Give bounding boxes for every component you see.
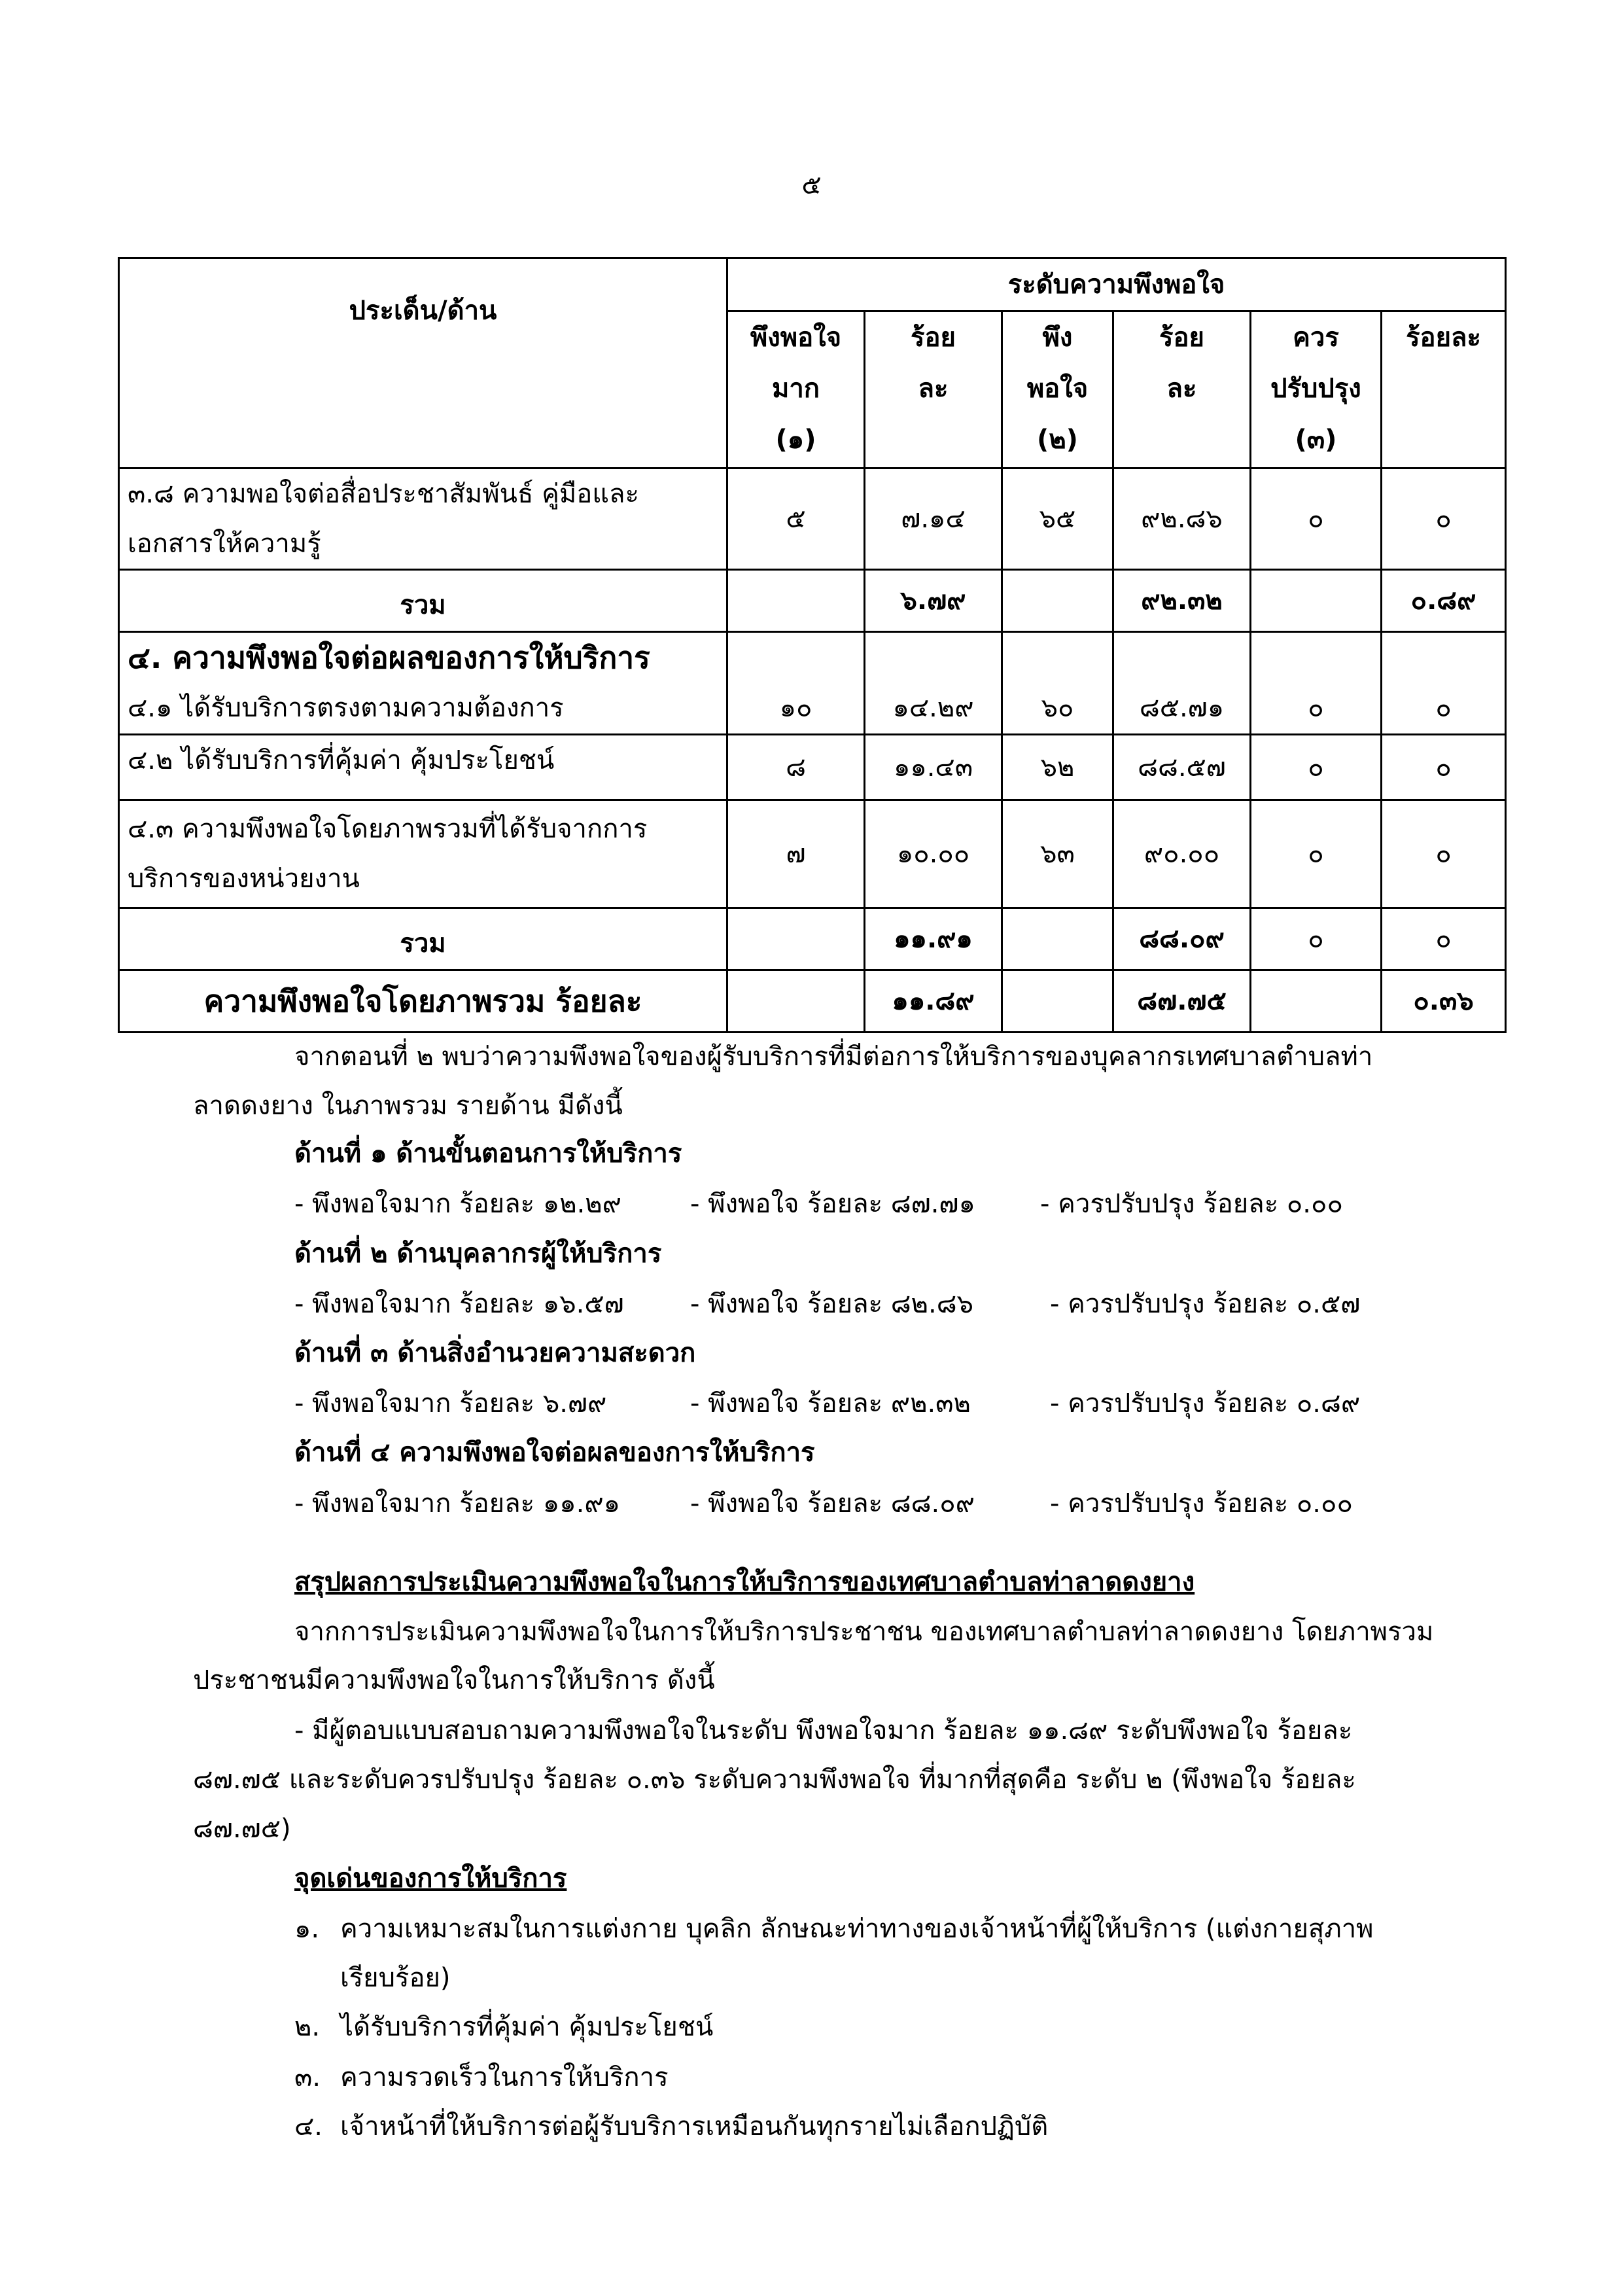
row-label: ๔.๒ ได้รับบริการที่คุ้มค่า คุ้มประโยชน์ [119, 735, 727, 800]
cell: ๖๒ [1002, 735, 1113, 800]
cell [1002, 970, 1113, 1033]
cell: ๖๕ [1002, 468, 1113, 570]
cell: ๑๑.๘๙ [865, 970, 1002, 1033]
overall-label: ความพึงพอใจโดยภาพรวม ร้อยละ [119, 970, 727, 1033]
summary-line-4: ๘๗.๗๕ และระดับควรปรับปรุง ร้อยละ ๐.๓๖ ระดับความพึงพอใจ ที่มากที่สุดคือ ระดับ ๒ (พึงพอใจ ร้อยละ [193, 1765, 1356, 1795]
summary-line-3: - มีผู้ตอบแบบสอบถามความพึงพอใจในระดับ พึงพอใจมาก ร้อยละ ๑๑.๘๙ ระดับพึงพอใจ ร้อยละ [294, 1716, 1353, 1746]
aspect-3-very-satisfied: - พึงพอใจมาก ร้อยละ ๖.๗๙ [294, 1388, 607, 1419]
highlight-text: ความรวดเร็วในการให้บริการ [340, 2062, 669, 2093]
cell: ๑๑.๙๑ [865, 908, 1002, 970]
cell [1002, 570, 1113, 632]
table-row [119, 468, 1506, 570]
aspect-1-satisfied: - พึงพอใจ ร้อยละ ๘๗.๗๑ [690, 1189, 975, 1219]
aspect-4-very-satisfied: - พึงพอใจมาก ร้อยละ ๑๑.๙๑ [294, 1489, 621, 1519]
highlight-text-cont: เรียบร้อย) [340, 1963, 451, 1993]
aspect-1-title: ด้านที่ ๑ ด้านขั้นตอนการให้บริการ [294, 1139, 682, 1169]
header-satisfied: พึง พอใจ (๒) [1002, 311, 1113, 468]
table-row [119, 682, 1506, 735]
highlights-heading: จุดเด่นของการให้บริการ [294, 1863, 567, 1894]
table-row [119, 735, 1506, 800]
highlight-number: ๒. [294, 2012, 321, 2042]
highlight-text: เจ้าหน้าที่ให้บริการต่อผู้รับบริการเหมือนกันทุกรายไม่เลือกปฏิบัติ [340, 2111, 1049, 2142]
aspect-3-satisfied: - พึงพอใจ ร้อยละ ๙๒.๓๒ [690, 1388, 971, 1419]
highlight-number: ๔. [294, 2111, 323, 2142]
header-percent-3: ร้อยละ [1382, 311, 1506, 468]
table-row [119, 800, 1506, 908]
row-label: ๓.๘ ความพอใจต่อสื่อประชาสัมพันธ์ คู่มือและ เอกสารให้ความรู้ [119, 468, 727, 570]
aspect-4-title: ด้านที่ ๔ ความพึงพอใจต่อผลของการให้บริการ [294, 1438, 815, 1468]
cell [1251, 970, 1382, 1033]
aspect-1-very-satisfied: - พึงพอใจมาก ร้อยละ ๑๒.๒๙ [294, 1189, 621, 1219]
table-header-row [119, 258, 1506, 311]
cell: ๐ [1251, 800, 1382, 908]
table-total-row [119, 908, 1506, 970]
cell: ๐ [1251, 682, 1382, 735]
cell [727, 570, 865, 632]
cell: ๑๐.๐๐ [865, 800, 1002, 908]
row-label: ๔.๓ ความพึงพอใจโดยภาพรวมที่ได้รับจากการ บริการของหน่วยงาน [119, 800, 727, 908]
aspect-3-title: ด้านที่ ๓ ด้านสิ่งอำนวยความสะดวก [294, 1338, 696, 1368]
cell [1251, 570, 1382, 632]
header-percent-1: ร้อย ละ [865, 311, 1002, 468]
cell: ๑๑.๔๓ [865, 735, 1002, 800]
summary-line-2: ประชาชนมีความพึงพอใจในการให้บริการ ดังนี้ [193, 1665, 715, 1695]
cell: ๖๓ [1002, 800, 1113, 908]
cell: ๗ [727, 800, 865, 908]
section-heading-row [119, 632, 1506, 683]
aspect-2-title: ด้านที่ ๒ ด้านบุคลากรผู้ให้บริการ [294, 1239, 662, 1269]
cell: ๐.๘๙ [1382, 570, 1506, 632]
cell: ๘๘.๕๗ [1113, 735, 1251, 800]
aspect-2-improve: - ควรปรับปรุง ร้อยละ ๐.๕๗ [1050, 1289, 1361, 1319]
cell: ๐.๓๖ [1382, 970, 1506, 1033]
intro-line-2: ลาดดงยาง ในภาพรวม รายด้าน มีดังนี้ [193, 1091, 623, 1121]
cell: ๙๒.๘๖ [1113, 468, 1251, 570]
cell: ๐ [1251, 735, 1382, 800]
header-very-satisfied: พึงพอใจ มาก (๑) [727, 311, 865, 468]
cell: ๐ [1382, 468, 1506, 570]
cell [727, 908, 865, 970]
header-satisfaction-level: ระดับความพึงพอใจ [727, 258, 1506, 311]
cell: ๑๐ [727, 682, 865, 735]
section-4-heading: ๔. ความพึงพอใจต่อผลของการให้บริการ [119, 632, 727, 683]
table-overall-row [119, 970, 1506, 1033]
cell [1002, 908, 1113, 970]
cell: ๙๐.๐๐ [1113, 800, 1251, 908]
cell: ๐ [1382, 682, 1506, 735]
header-needs-improvement: ควร ปรับปรุง (๓) [1251, 311, 1382, 468]
intro-line-1: จากตอนที่ ๒ พบว่าความพึงพอใจของผู้รับบริการที่มีต่อการให้บริการของบุคลากรเทศบาลตำบลท่า [294, 1042, 1373, 1072]
highlight-text: ได้รับบริการที่คุ้มค่า คุ้มประโยชน์ [340, 2012, 714, 2042]
cell: ๖.๗๙ [865, 570, 1002, 632]
summary-line-5: ๘๗.๗๕) [193, 1814, 291, 1844]
cell: ๖๐ [1002, 682, 1113, 735]
aspect-3-improve: - ควรปรับปรุง ร้อยละ ๐.๘๙ [1050, 1388, 1361, 1419]
cell: ๙๒.๓๒ [1113, 570, 1251, 632]
cell: ๐ [1251, 468, 1382, 570]
aspect-4-satisfied: - พึงพอใจ ร้อยละ ๘๘.๐๙ [690, 1489, 975, 1519]
cell: ๑๔.๒๙ [865, 682, 1002, 735]
satisfaction-table [118, 257, 1507, 1033]
aspect-4-improve: - ควรปรับปรุง ร้อยละ ๐.๐๐ [1050, 1489, 1353, 1519]
summary-line-1: จากการประเมินความพึงพอใจในการให้บริการประชาชน ของเทศบาลตำบลท่าลาดดงยาง โดยภาพรวม [294, 1617, 1434, 1647]
table-total-row [119, 570, 1506, 632]
cell: ๐ [1382, 735, 1506, 800]
cell: ๐ [1382, 800, 1506, 908]
total-label: รวม [119, 570, 727, 632]
header-percent-2: ร้อย ละ [1113, 311, 1251, 468]
cell: ๗.๑๔ [865, 468, 1002, 570]
cell: ๕ [727, 468, 865, 570]
row-label: ๔.๑ ได้รับบริการตรงตามความต้องการ [119, 682, 727, 735]
total-label: รวม [119, 908, 727, 970]
summary-heading: สรุปผลการประเมินความพึงพอใจในการให้บริการของเทศบาลตำบลท่าลาดดงยาง [294, 1567, 1195, 1597]
cell: ๘๕.๗๑ [1113, 682, 1251, 735]
aspect-2-very-satisfied: - พึงพอใจมาก ร้อยละ ๑๖.๕๗ [294, 1289, 624, 1319]
highlight-number: ๓. [294, 2062, 321, 2093]
cell: ๐ [1382, 908, 1506, 970]
highlight-number: ๑. [294, 1914, 320, 1944]
page-number: ๕ [801, 170, 822, 200]
aspect-2-satisfied: - พึงพอใจ ร้อยละ ๘๒.๘๖ [690, 1289, 973, 1319]
cell: ๘๗.๗๕ [1113, 970, 1251, 1033]
cell: ๐ [1251, 908, 1382, 970]
highlight-text: ความเหมาะสมในการแต่งกาย บุคลิก ลักษณะท่าทางของเจ้าหน้าที่ผู้ให้บริการ (แต่งกายสุภาพ [340, 1914, 1374, 1944]
cell: ๘ [727, 735, 865, 800]
aspect-1-improve: - ควรปรับปรุง ร้อยละ ๐.๐๐ [1040, 1189, 1343, 1219]
header-issue: ประเด็น/ด้าน [119, 258, 727, 468]
cell: ๘๘.๐๙ [1113, 908, 1251, 970]
cell [727, 970, 865, 1033]
